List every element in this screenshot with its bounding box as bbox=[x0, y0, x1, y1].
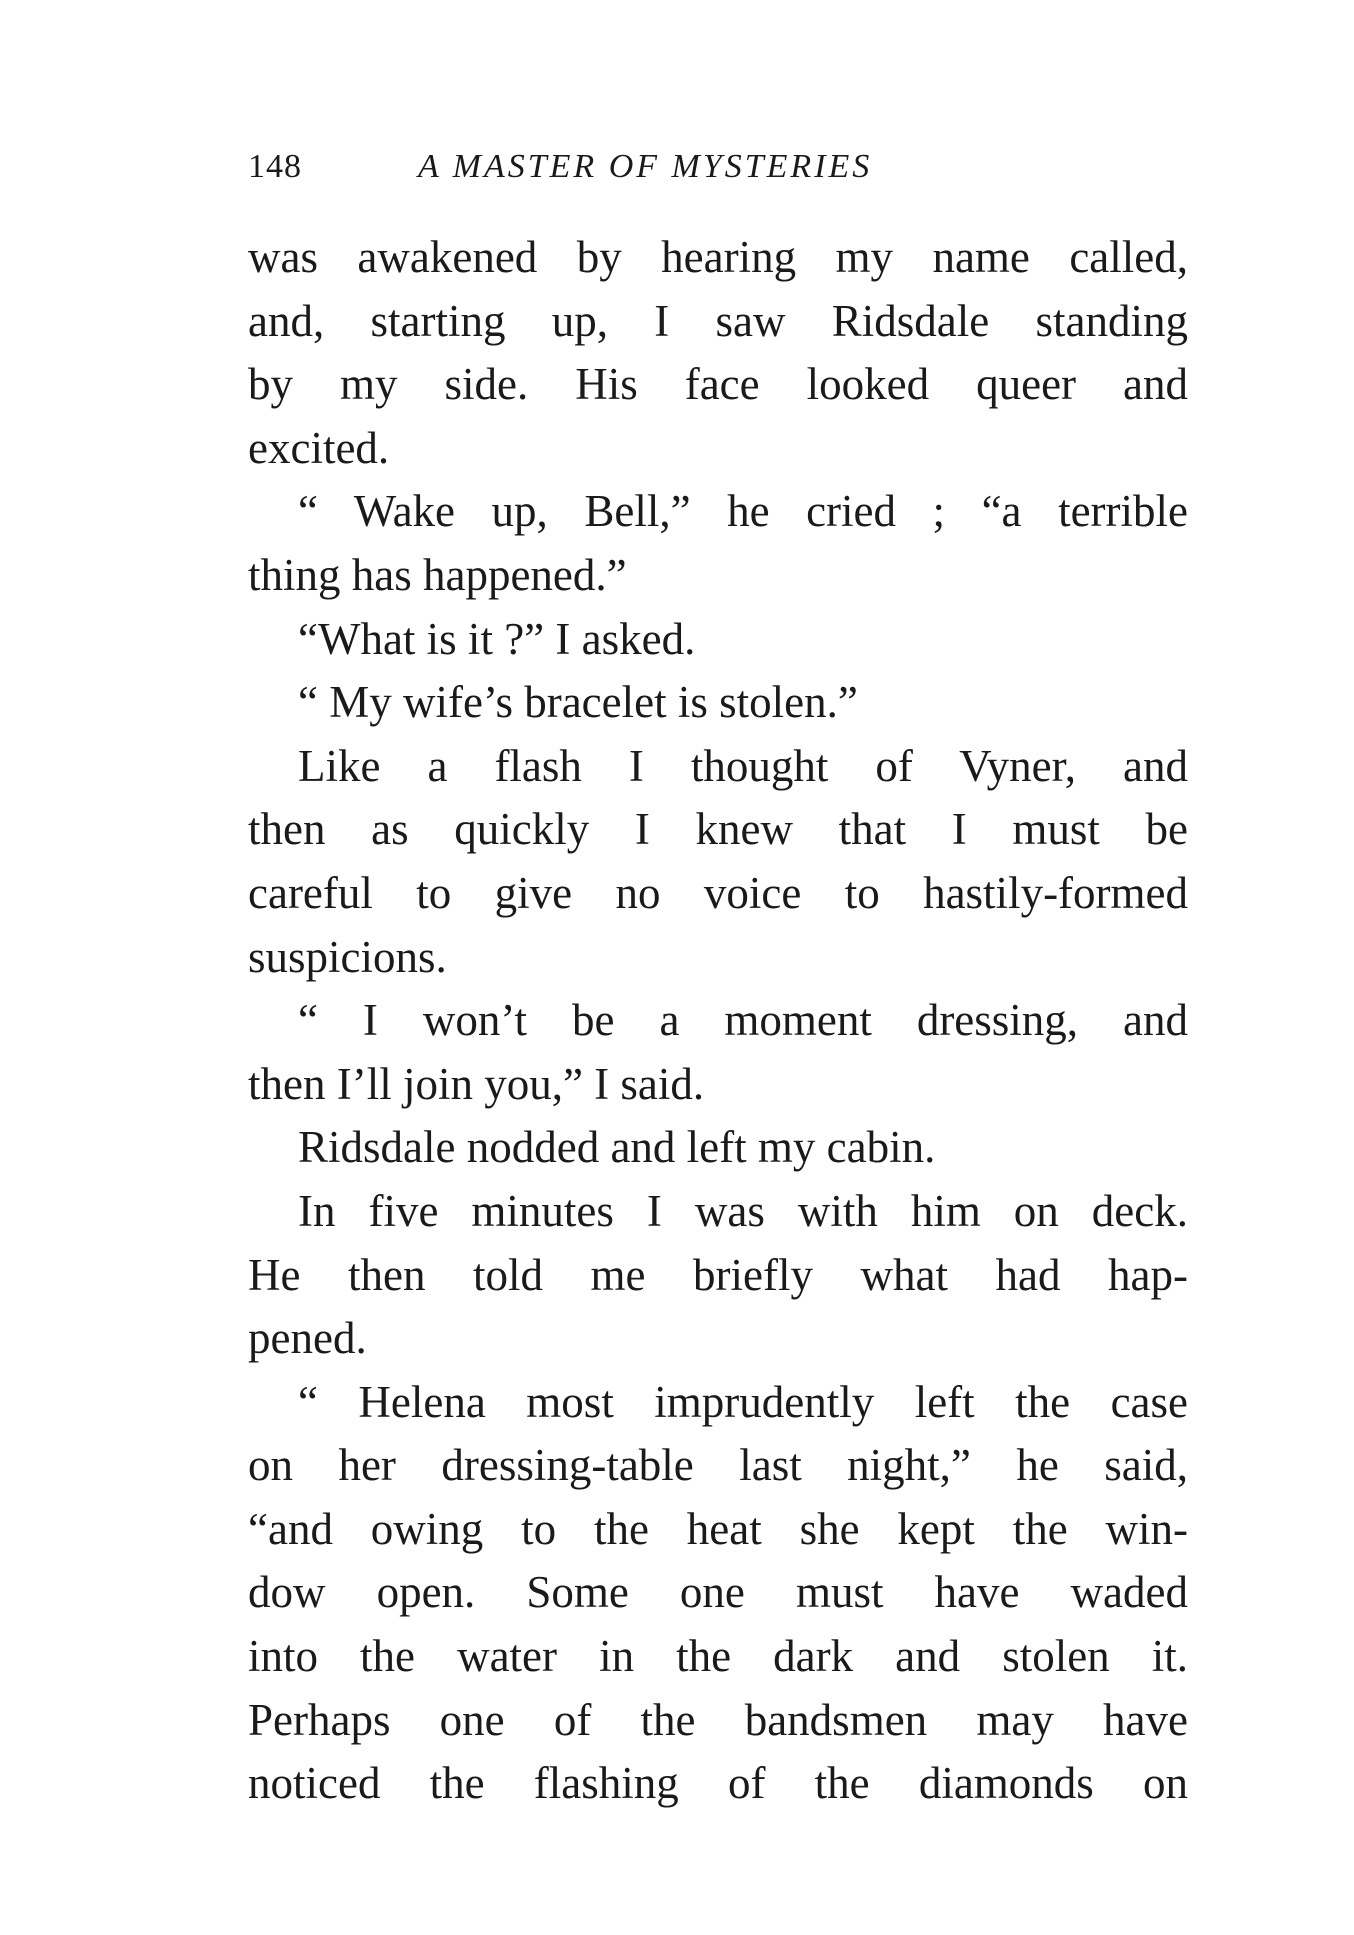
text-line: pened. bbox=[248, 1313, 367, 1364]
text-line: then I’ll join you,” I said. bbox=[248, 1058, 705, 1109]
text-line: “What is it ?” I asked. bbox=[298, 613, 696, 664]
text-line: and, starting up, I saw Ridsdale standing bbox=[248, 295, 1188, 346]
text-line: excited. bbox=[248, 422, 390, 473]
text-line: then as quickly I knew that I must be bbox=[248, 804, 1188, 855]
text-line: “and owing to the heat she kept the win- bbox=[248, 1503, 1188, 1554]
text-line: Ridsdale nodded and left my cabin. bbox=[298, 1122, 936, 1173]
running-title: A MASTER OF MYSTERIES bbox=[418, 148, 873, 185]
text-line: suspicions. bbox=[248, 931, 447, 982]
text-line: was awakened by hearing my name called, bbox=[248, 232, 1188, 282]
text-line: careful to give no voice to hastily-formed bbox=[248, 867, 1188, 918]
text-line: “ My wife’s bracelet is stolen.” bbox=[298, 677, 858, 728]
text-line: noticed the flashing of the diamonds on bbox=[248, 1758, 1188, 1809]
page-header bbox=[248, 142, 1048, 192]
text-line: by my side. His face looked queer and bbox=[248, 359, 1188, 410]
text-line: He then told me briefly what had hap- bbox=[248, 1249, 1188, 1300]
text-line: dow open. Some one must have waded bbox=[248, 1567, 1188, 1618]
text-line: Like a flash I thought of Vyner, and bbox=[298, 740, 1188, 791]
text-line: on her dressing-table last night,” he said, bbox=[248, 1440, 1188, 1491]
text-line: In five minutes I was with him on deck. bbox=[298, 1185, 1188, 1236]
body-text bbox=[248, 226, 1188, 1816]
text-line: Perhaps one of the bandsmen may have bbox=[248, 1694, 1188, 1745]
text-line: “ Helena most imprudently left the case bbox=[298, 1376, 1188, 1427]
text-line: “ I won’t be a moment dressing, and bbox=[298, 995, 1188, 1046]
page-number: 148 bbox=[248, 148, 302, 185]
text-line: “ Wake up, Bell,” he cried ; “a terrible bbox=[298, 486, 1188, 537]
text-line: thing has happened.” bbox=[248, 549, 627, 600]
text-line: into the water in the dark and stolen it. bbox=[248, 1631, 1188, 1682]
